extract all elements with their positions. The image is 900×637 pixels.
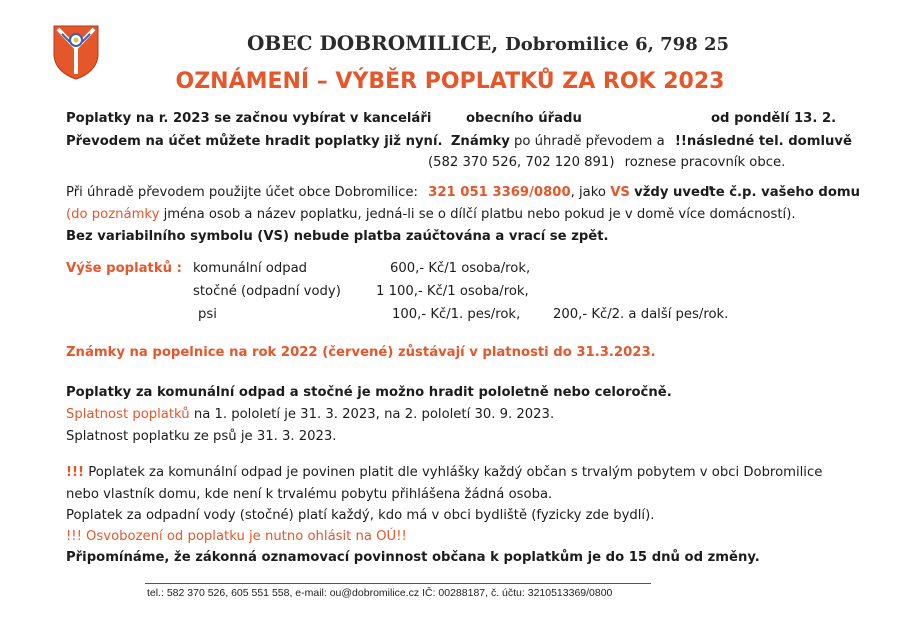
fee-amount-sewage: 1 100,- Kč/1 osoba/rok, [376, 284, 529, 299]
header-municipality [247, 31, 729, 55]
page-title: OZNÁMENÍ – VÝBĚR POPLATKŮ ZA ROK 2023 [175, 69, 725, 94]
header-address: Dobromilice 6, 798 25 [505, 34, 730, 55]
payment-text-2: jména osob a název poplatku, jedná-li se o dílčí platbu nebo pokud je v domě více domácností). [159, 207, 796, 222]
schedule-due-label: Splatnost poplatků [66, 407, 190, 422]
intro-line-2d: !!následné tel. domluvě [674, 134, 852, 149]
intro-line-3 [428, 155, 785, 170]
intro-line-1a: Poplatky na r. 2023 se začnou vybírat v kanceláři [66, 111, 432, 126]
fee-name-sewage: stočné (odpadní vody) [193, 284, 341, 299]
payment-text-1b: , jako [570, 185, 606, 200]
stamps-note: Známky na popelnice na rok 2022 (červené) zůstávají v platnosti do 31.3.2023. [66, 345, 656, 360]
intro-line-2a: Převodem na účet můžete hradit poplatky již nyní. [66, 134, 443, 149]
note-line-2: nebo vlastník domu, kde není k trvalému pobytu přihlášena žádná osoba. [66, 487, 553, 502]
payment-text-1c: vždy uveďte č.p. vašeho domu [634, 185, 861, 200]
payment-line-1 [66, 185, 860, 200]
account-number: 321 051 3369/0800 [428, 185, 571, 200]
fee-name-waste: komunální odpad [193, 261, 308, 276]
note-warning-mark: !!! [66, 465, 85, 480]
payment-line-3: Bez variabilního symbolu (VS) nebude platba zaúčtována a vrací se zpět. [66, 229, 609, 244]
intro-line-1c: od pondělí 13. 2. [711, 111, 837, 126]
fee-amount-dogs-extra: 200,- Kč/2. a další pes/rok. [553, 307, 729, 322]
payment-paren: ( [66, 207, 72, 222]
intro-line-3b: roznese pracovník obce. [624, 155, 786, 170]
note-line-5: Připomínáme, že zákonná oznamovací povinnost občana k poplatkům je do 15 dnů od změny. [66, 550, 760, 565]
schedule-line-1: Poplatky za komunální odpad a stočné je možno hradit pololetně nebo celoročně. [66, 385, 672, 400]
payment-note-label: do poznámky [71, 207, 160, 222]
note-text-1: Poplatek za komunální odpad je povinen platit dle vyhlášky každý občan s trvalým pobytem v obci Dobromilice [84, 465, 823, 480]
intro-line-1b: obecního úřadu [466, 111, 582, 126]
intro-line-2b: Známky [450, 134, 510, 149]
payment-text-1: Při úhradě převodem použijte účet obce Dobromilice: [66, 185, 418, 200]
fee-amount-waste: 600,- Kč/1 osoba/rok, [390, 261, 531, 276]
intro-phone: (582 370 526, 702 120 891) [428, 155, 615, 170]
note-line-3: Poplatek za odpadní vody (stočné) platí každý, kdo má v obci bydliště (fyzicky zde bydlí). [66, 508, 655, 523]
footer-divider [145, 583, 651, 584]
schedule-due-dates: na 1. pololetí je 31. 3. 2023, na 2. pololetí 30. 9. 2023. [189, 407, 555, 422]
note-line-4: !!! Osvobození od poplatku je nutno ohlásit na OÚ!! [66, 529, 407, 544]
fee-name-dogs: psi [198, 307, 217, 322]
footer-contact: tel.: 582 370 526, 605 551 558, e-mail: ou@dobromilice.cz IČ: 00288187, č. účtu: 3210513369/0800 [147, 587, 613, 599]
intro-line-2 [66, 134, 852, 149]
payment-line-2 [66, 207, 796, 222]
schedule-line-2 [66, 407, 554, 422]
schedule-line-3: Splatnost poplatku ze psů je 31. 3. 2023. [66, 429, 337, 444]
header-obec: OBEC DOBROMILICE, [247, 31, 499, 55]
vs-label: VS [610, 185, 630, 200]
fees-label: Výše poplatků : [66, 261, 182, 276]
fee-amount-dogs: 100,- Kč/1. pes/rok, [392, 307, 521, 322]
intro-line-2c: po úhradě převodem a [514, 134, 665, 149]
note-line-1 [66, 465, 822, 480]
